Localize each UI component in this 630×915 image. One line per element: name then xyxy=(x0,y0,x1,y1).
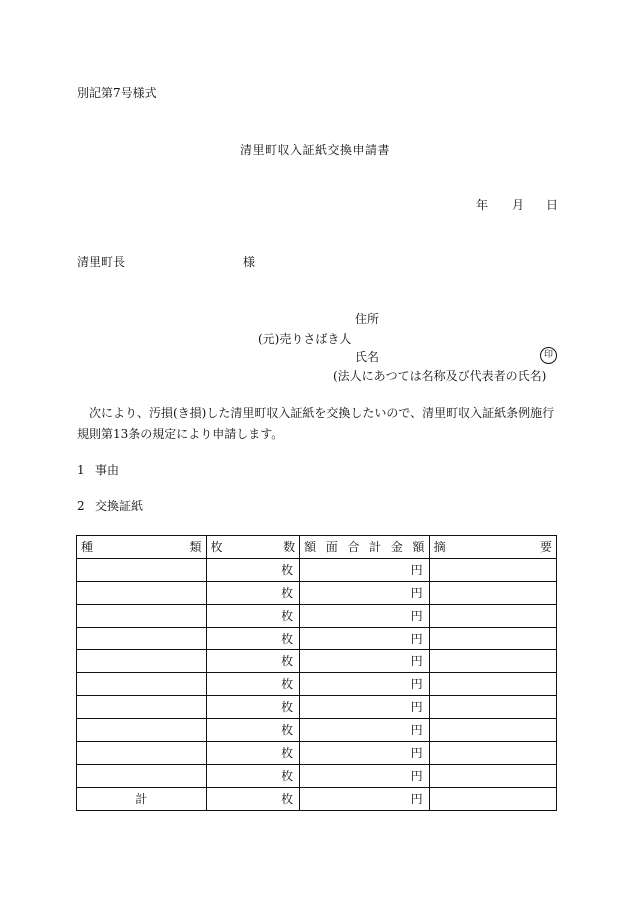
date-day: 日 xyxy=(546,198,559,212)
cell-remarks xyxy=(429,696,556,719)
cell-count: 枚 xyxy=(206,673,300,696)
header-count-chars-0: 枚 xyxy=(210,539,223,554)
table-row xyxy=(77,581,557,604)
name-label: 氏名 xyxy=(355,350,380,364)
seller-label: (元)売りさばき人 xyxy=(258,332,352,346)
cell-type xyxy=(77,581,207,604)
cell-remarks xyxy=(429,627,556,650)
header-amount-chars xyxy=(304,540,425,554)
cell-remarks xyxy=(429,719,556,742)
header-type-chars-1: 類 xyxy=(189,539,202,554)
date-line xyxy=(476,198,558,212)
header-count xyxy=(206,536,300,559)
cell-amount: 円 xyxy=(300,696,430,719)
header-amount xyxy=(300,536,430,559)
cell-type xyxy=(77,673,207,696)
date-month: 月 xyxy=(512,198,525,212)
cell-type xyxy=(77,650,207,673)
total-count: 枚 xyxy=(206,787,300,810)
exchange-table xyxy=(76,535,557,811)
addressee: 清里町長 xyxy=(77,255,126,269)
table-row xyxy=(77,650,557,673)
item-label: 交換証紙 xyxy=(95,499,144,513)
cell-count: 枚 xyxy=(206,558,300,581)
cell-type xyxy=(77,604,207,627)
cell-amount: 円 xyxy=(300,650,430,673)
table-row xyxy=(77,742,557,765)
cell-amount: 円 xyxy=(300,558,430,581)
honorific: 様 xyxy=(243,255,256,269)
header-amount-chars-4: 金 xyxy=(390,539,403,554)
header-amount-chars-5: 額 xyxy=(412,539,425,554)
cell-amount: 円 xyxy=(300,719,430,742)
table-header-row xyxy=(77,536,557,559)
cell-remarks xyxy=(429,581,556,604)
cell-count: 枚 xyxy=(206,742,300,765)
header-amount-chars-1: 面 xyxy=(325,539,338,554)
header-count-chars xyxy=(211,540,296,554)
cell-remarks xyxy=(429,604,556,627)
cell-count: 枚 xyxy=(206,719,300,742)
header-remarks-chars-1: 要 xyxy=(539,539,552,554)
cell-remarks xyxy=(429,558,556,581)
cell-remarks xyxy=(429,764,556,787)
cell-count: 枚 xyxy=(206,604,300,627)
form-number: 別記第7号様式 xyxy=(77,86,157,100)
table-row xyxy=(77,673,557,696)
cell-type xyxy=(77,558,207,581)
item-number: 1 xyxy=(77,463,85,477)
header-remarks-chars-0: 摘 xyxy=(433,539,446,554)
cell-amount: 円 xyxy=(300,604,430,627)
table-row xyxy=(77,604,557,627)
table-row xyxy=(77,558,557,581)
cell-count: 枚 xyxy=(206,696,300,719)
header-type-chars-0: 種 xyxy=(81,539,94,554)
document-title: 清里町収入証紙交換申請書 xyxy=(239,143,390,157)
header-type xyxy=(77,536,207,559)
table-row xyxy=(77,627,557,650)
cell-amount: 円 xyxy=(300,673,430,696)
date-year: 年 xyxy=(476,198,489,212)
cell-amount: 円 xyxy=(300,764,430,787)
item-exchange-stamps xyxy=(77,499,143,513)
cell-count: 枚 xyxy=(206,764,300,787)
total-remarks xyxy=(429,787,556,810)
cell-amount: 円 xyxy=(300,627,430,650)
seal-mark: 印 xyxy=(540,347,557,364)
cell-remarks xyxy=(429,742,556,765)
cell-amount: 円 xyxy=(300,581,430,604)
item-number: 2 xyxy=(77,499,85,513)
total-label: 計 xyxy=(77,787,207,810)
address-label: 住所 xyxy=(355,312,380,326)
cell-count: 枚 xyxy=(206,627,300,650)
cell-count: 枚 xyxy=(206,581,300,604)
header-amount-chars-0: 額 xyxy=(304,539,317,554)
total-amount: 円 xyxy=(300,787,430,810)
header-type-chars xyxy=(81,540,202,554)
cell-type xyxy=(77,696,207,719)
corporation-note: (法人にあつては名称及び代表者の氏名) xyxy=(333,369,547,383)
cell-amount: 円 xyxy=(300,742,430,765)
item-label: 事由 xyxy=(95,463,120,477)
table-row xyxy=(77,764,557,787)
body-text: 次により、汚損(き損)した清里町収入証紙を交換したいので、清里町収入証紙条例施行規則第13条の規定により申請します。 xyxy=(77,406,555,441)
header-remarks-chars xyxy=(434,540,552,554)
header-amount-chars-3: 計 xyxy=(369,539,382,554)
cell-type xyxy=(77,742,207,765)
header-amount-chars-2: 合 xyxy=(347,539,360,554)
cell-type xyxy=(77,719,207,742)
header-remarks xyxy=(429,536,556,559)
cell-type xyxy=(77,627,207,650)
cell-remarks xyxy=(429,673,556,696)
header-count-chars-1: 数 xyxy=(283,539,296,554)
table-row xyxy=(77,696,557,719)
cell-remarks xyxy=(429,650,556,673)
cell-type xyxy=(77,764,207,787)
total-row xyxy=(77,787,557,810)
cell-count: 枚 xyxy=(206,650,300,673)
item-reason xyxy=(77,463,119,477)
table-row xyxy=(77,719,557,742)
